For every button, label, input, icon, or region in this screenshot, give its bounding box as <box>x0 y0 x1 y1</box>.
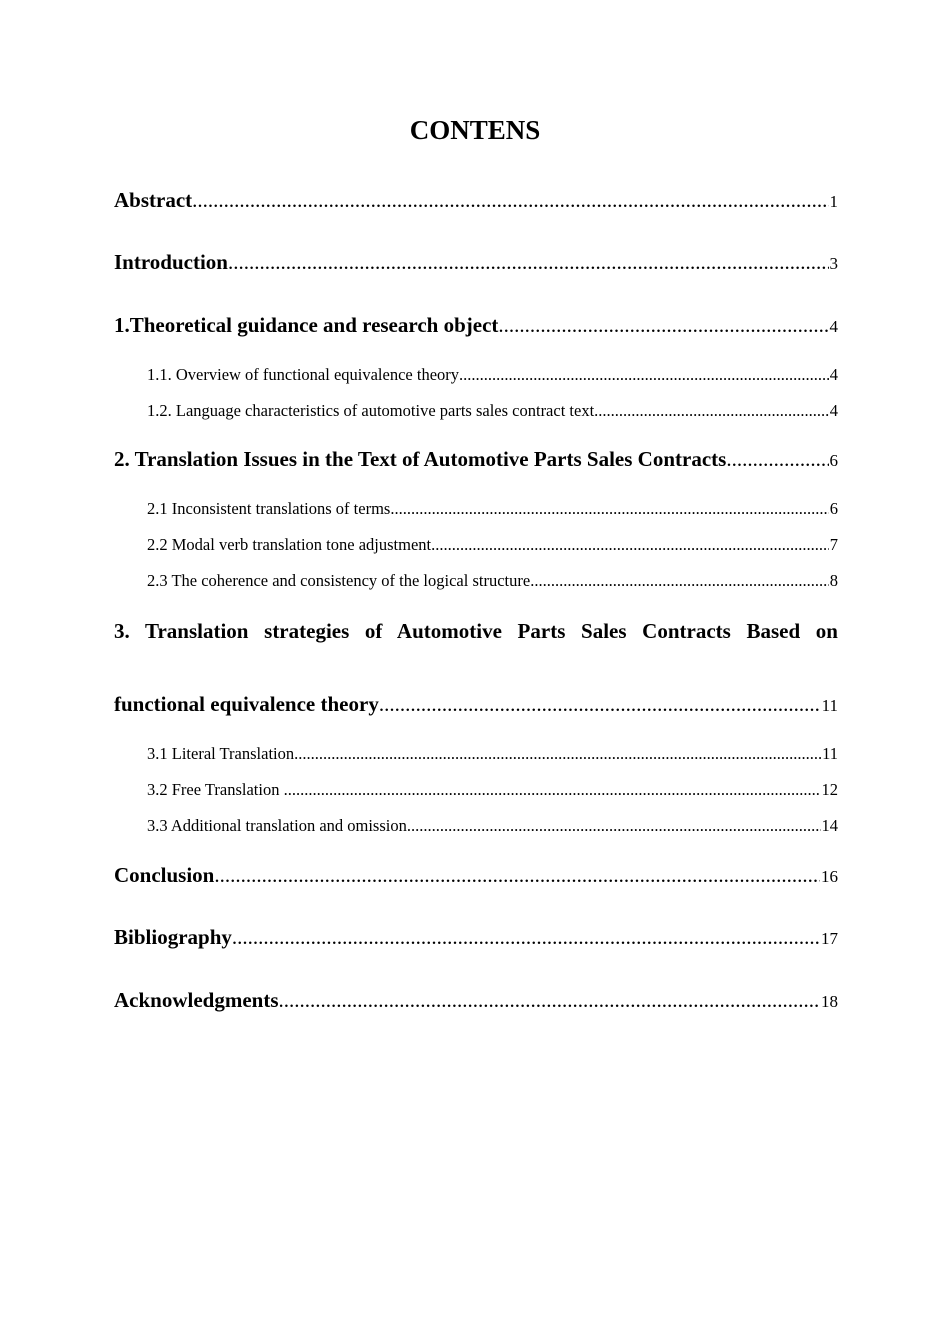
dot-leader <box>279 985 820 1015</box>
dot-leader <box>498 310 828 340</box>
toc-page-number: 17 <box>821 929 838 948</box>
toc-entry-label: Bibliography <box>114 925 232 949</box>
toc-page-number: 1 <box>829 192 838 211</box>
toc-entry-conclusion[interactable] <box>114 860 838 890</box>
toc-entry-label: Acknowledgments <box>114 988 279 1012</box>
dot-leader <box>192 185 828 215</box>
toc-page-number: 6 <box>829 499 838 518</box>
toc-entry-chapter-2[interactable] <box>114 444 838 474</box>
toc-entry-section-3-1[interactable] <box>147 742 838 766</box>
dot-leader <box>594 399 829 423</box>
dot-leader <box>390 497 828 521</box>
toc-page-number: 6 <box>829 451 838 470</box>
toc-entry-label: functional equivalence theory <box>114 692 379 716</box>
toc-entry-label: Introduction <box>114 250 228 274</box>
toc-entry-label: 1.2. Language characteristics of automotive parts sales contract text <box>147 401 595 420</box>
toc-page-number: 8 <box>829 571 838 590</box>
toc-entry-label: 3.2 Free Translation <box>147 780 284 799</box>
dot-leader <box>407 814 821 838</box>
toc-page-number: 7 <box>829 535 838 554</box>
toc-page-number: 3 <box>829 254 838 273</box>
toc-page-number: 16 <box>821 867 838 886</box>
dot-leader <box>530 569 829 593</box>
toc-entry-section-1-2[interactable] <box>147 399 838 423</box>
dot-leader <box>379 689 821 719</box>
toc-page-number: 4 <box>829 365 838 384</box>
toc-entry-introduction[interactable] <box>114 247 838 277</box>
toc-entry-section-2-1[interactable] <box>147 497 838 521</box>
toc-entry-label: 2.2 Modal verb translation tone adjustment <box>147 535 432 554</box>
toc-entry-section-2-3[interactable] <box>147 569 838 593</box>
toc-entry-label: 3.3 Additional translation and omission <box>147 816 407 835</box>
dot-leader <box>726 444 828 474</box>
toc-entry-bibliography[interactable] <box>114 922 838 952</box>
dot-leader <box>459 363 829 387</box>
toc-entry-label: 2.1 Inconsistent translations of terms <box>147 499 391 518</box>
dot-leader <box>431 533 829 557</box>
dot-leader <box>232 922 820 952</box>
toc-entry-label: 1.Theoretical guidance and research object <box>114 313 499 337</box>
toc-page-number: 12 <box>821 780 838 799</box>
toc-entry-section-2-2[interactable] <box>147 533 838 557</box>
toc-entry-section-3-2[interactable] <box>147 778 838 802</box>
dot-leader <box>228 247 829 277</box>
dot-leader <box>284 778 821 802</box>
toc-entry-label: 1.1. Overview of functional equivalence theory <box>147 365 460 384</box>
page-title: CONTENS <box>409 115 541 145</box>
toc-page-number: 4 <box>829 401 838 420</box>
toc-entry-abstract[interactable] <box>114 185 838 215</box>
dot-leader <box>294 742 821 766</box>
toc-page-number: 11 <box>822 744 838 763</box>
toc-entry-label: 2.3 The coherence and consistency of the logical structure <box>147 571 531 590</box>
toc-entry-label: 2. Translation Issues in the Text of Automotive Parts Sales Contracts <box>114 447 727 471</box>
toc-entry-acknowledgments[interactable] <box>114 985 838 1015</box>
toc-page-number: 4 <box>829 317 838 336</box>
toc-entry-section-3-3[interactable] <box>147 814 838 838</box>
toc-page-number: 11 <box>821 696 838 715</box>
toc-entry-section-1-1[interactable] <box>147 363 838 387</box>
toc-entry-label: Conclusion <box>114 863 215 887</box>
toc-page-number: 18 <box>821 992 838 1011</box>
toc-entry-chapter-3-line-1[interactable]: 3. Translation strategies of Automotive Parts Sales Contracts Based on <box>114 619 838 643</box>
toc-entry-label: 3.1 Literal Translation <box>147 744 295 763</box>
toc-entry-label: Abstract <box>114 188 193 212</box>
toc-entry-chapter-3[interactable] <box>114 689 838 719</box>
toc-entry-chapter-1[interactable] <box>114 310 838 340</box>
dot-leader <box>214 860 820 890</box>
toc-page-number: 14 <box>821 816 838 835</box>
